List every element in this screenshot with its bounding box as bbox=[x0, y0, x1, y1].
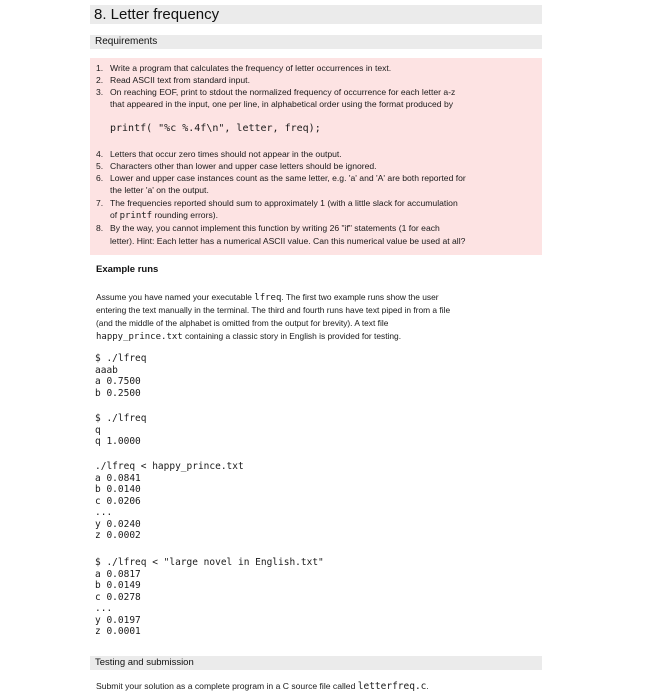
requirement-7-cont: of printf rounding errors). bbox=[110, 210, 218, 221]
testing-heading-bar bbox=[90, 656, 542, 670]
requirement-3: 3. On reaching EOF, print to stdout the normalized frequency of occurrence for each letter a-z bbox=[96, 87, 456, 97]
requirement-8-cont: letter). Hint: Each letter has a numerical ASCII value. Can this numerical value be used at all? bbox=[110, 236, 466, 246]
requirement-8: 8. By the way, you cannot implement this function by writing 26 "if" statements (1 for each bbox=[96, 223, 440, 233]
example-para-line-3: (and the middle of the alphabet is omitted from the output for brevity). A text file bbox=[96, 318, 389, 328]
example-para-line-1: Assume you have named your executable lfreq. The first two example runs show the user bbox=[96, 292, 439, 303]
testing-heading: Testing and submission bbox=[95, 657, 194, 668]
requirement-7: 7. The frequencies reported should sum to approximately 1 (with a little slack for accumulation bbox=[96, 198, 458, 208]
section-title-bar bbox=[90, 5, 542, 24]
requirement-4: 4. Letters that occur zero times should not appear in the output. bbox=[96, 149, 342, 159]
section-title: 8. Letter frequency bbox=[94, 6, 220, 23]
example-run-3: ./lfreq < happy_prince.txt a 0.0841 b 0.0140 c 0.0206 ... y 0.0240 z 0.0002 bbox=[95, 461, 244, 541]
example-run-4: $ ./lfreq < "large novel in English.txt" a 0.0817 b 0.0149 c 0.0278 ... y 0.0197 z 0.0001 bbox=[95, 557, 324, 637]
example-run-1: $ ./lfreq aaab a 0.7500 b 0.2500 bbox=[95, 353, 147, 399]
example-runs-heading: Example runs bbox=[96, 264, 159, 275]
requirement-6: 6. Lower and upper case instances count as the same letter, e.g. 'a' and 'A' are both reported for bbox=[96, 173, 466, 183]
example-para-line-4: happy_prince.txt containing a classic story in English is provided for testing. bbox=[96, 331, 402, 342]
submission-instructions: Submit your solution as a complete program in a C source file called letterfreq.c. bbox=[96, 681, 429, 692]
example-run-2: $ ./lfreq q q 1.0000 bbox=[95, 413, 147, 447]
requirement-2: 2. Read ASCII text from standard input. bbox=[96, 75, 250, 85]
requirements-heading-bar bbox=[90, 35, 542, 49]
requirement-5: 5. Characters other than lower and upper case letters should be ignored. bbox=[96, 161, 377, 171]
printf-format-code: printf( "%c %.4f\n", letter, freq); bbox=[110, 123, 321, 134]
requirement-6-cont: the letter 'a' on the output. bbox=[110, 185, 209, 195]
requirement-3-cont: that appeared in the input, one per line, in alphabetical order using the format produced by bbox=[110, 99, 454, 109]
requirement-1: 1. Write a program that calculates the frequency of letter occurrences in text. bbox=[96, 63, 392, 73]
requirements-heading: Requirements bbox=[95, 36, 158, 47]
example-para-line-2: entering the text manually in the terminal. The third and fourth runs have text piped in from a file bbox=[96, 305, 451, 315]
